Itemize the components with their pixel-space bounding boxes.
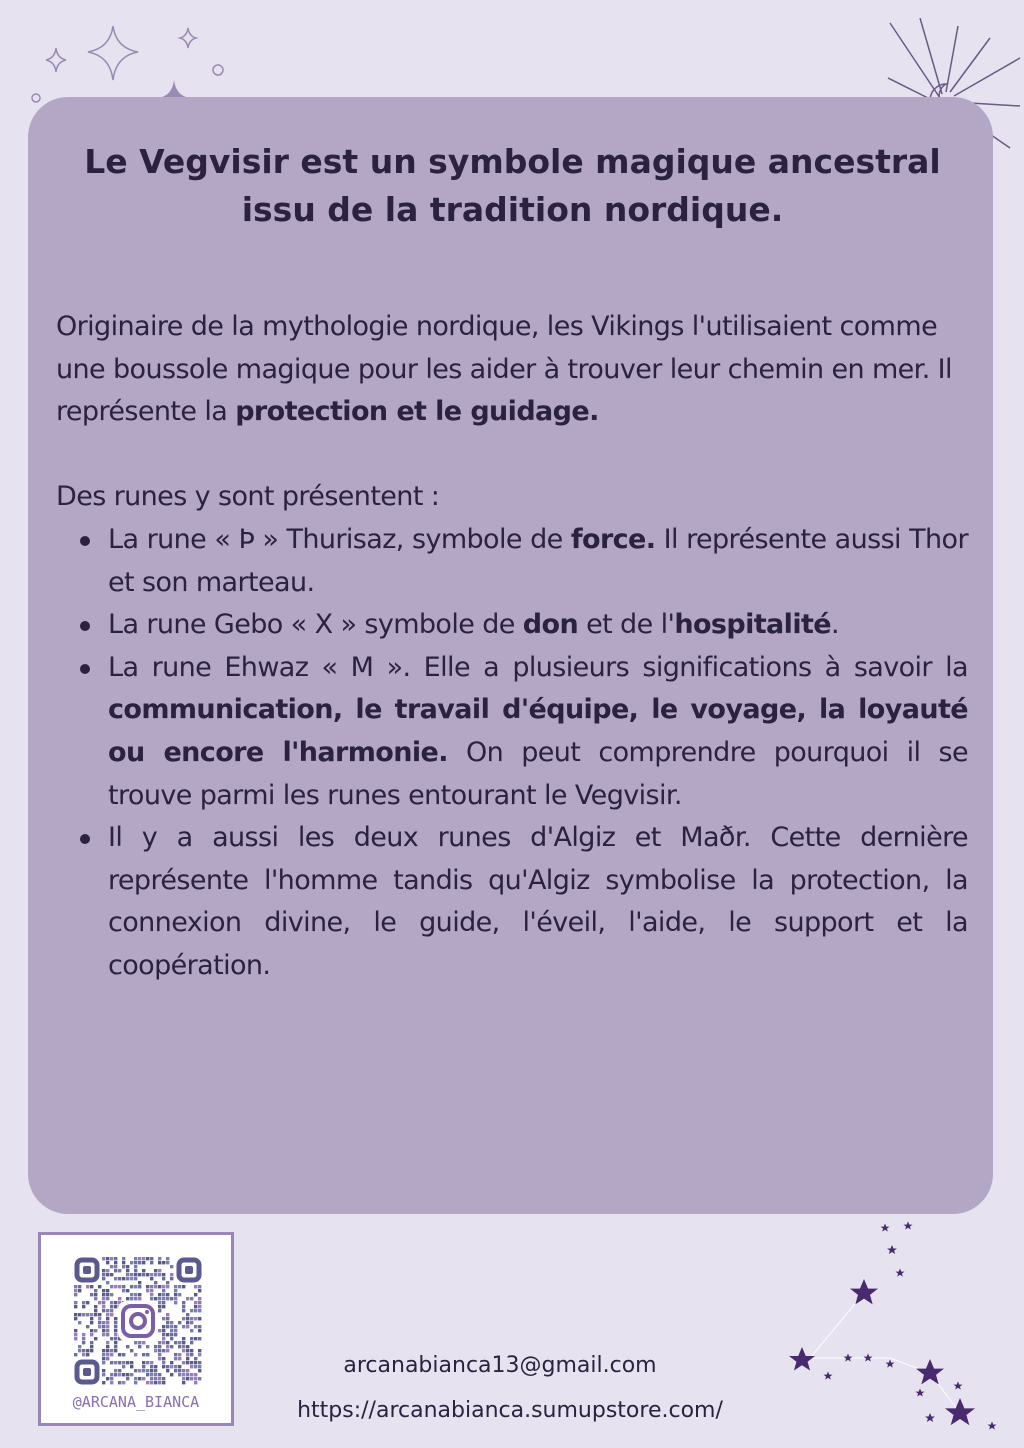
rune-text: La rune Gebo « X » symbole de	[108, 609, 523, 641]
title-line-2: issu de la tradition nordique.	[241, 190, 784, 229]
rune-text: On peut comprendre pourquoi il se trouve parmi les runes entourant le Vegvisir.	[108, 736, 968, 811]
intro-paragraph	[56, 306, 968, 434]
body-text	[56, 306, 968, 988]
instagram-qr-code[interactable]	[38, 1232, 234, 1426]
rune-bold: don	[522, 609, 579, 641]
rune-text: La rune « Þ » Thurisaz, symbole de	[108, 523, 571, 555]
list-item	[108, 519, 968, 604]
list-item	[108, 604, 968, 647]
rune-text: .	[831, 609, 839, 641]
list-item	[108, 647, 968, 817]
rune-bold: hospitalité	[674, 609, 832, 641]
title-line-1: Le Vegvisir est un symbole magique ancestral	[84, 142, 941, 181]
instagram-handle: @ARCANA_BIANCA	[72, 1393, 200, 1411]
rune-text: et de l'	[578, 609, 675, 641]
rune-bold: communication, le travail d'équipe, le voyage, la loyauté ou encore l'harmonie.	[108, 694, 968, 768]
rune-bold: force.	[570, 523, 656, 555]
shop-url-link[interactable]: https://arcanabianca.sumupstore.com/	[297, 1398, 723, 1423]
runes-intro: Des runes y sont présentent :	[56, 481, 440, 513]
email-link[interactable]: arcanabianca13@gmail.com	[343, 1353, 657, 1378]
qr-code-icon	[74, 1257, 202, 1385]
list-item	[108, 817, 968, 987]
runes-list	[56, 519, 968, 988]
intro-bold: protection et le guidage.	[235, 396, 599, 428]
rune-text: Il représente aussi Thor et son marteau.	[108, 523, 968, 598]
rune-text: La rune Ehwaz « M ». Elle a plusieurs significations à savoir la	[108, 651, 968, 683]
intro-text: Originaire de la mythologie nordique, les Vikings l'utilisaient comme une boussole magique pour les aider à trouver leur chemin en mer. Il représente la	[56, 311, 952, 428]
stars-decoration	[780, 1218, 1024, 1448]
rune-text: Il y a aussi les deux runes d'Algiz et Maðr. Cette dernière représente l'homme tandis qu'Algiz symbolise la protection, la connexion divine, le guide, l'éveil, l'aide, le support et la coopération.	[108, 822, 968, 981]
page-title	[60, 138, 965, 234]
